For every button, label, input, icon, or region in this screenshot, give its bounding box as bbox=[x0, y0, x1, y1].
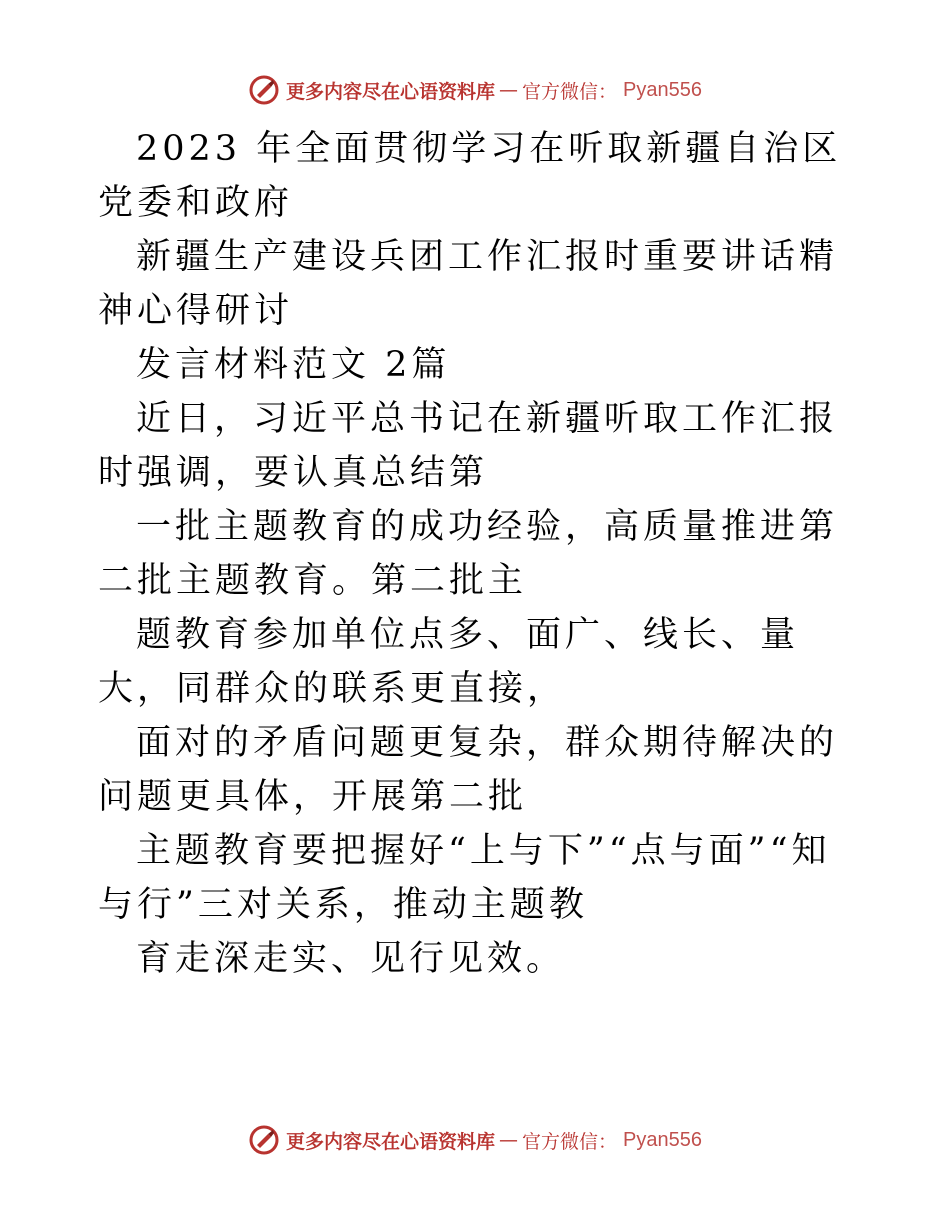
title-line-3: 发言材料范文 2篇 bbox=[136, 345, 451, 385]
document-body bbox=[98, 122, 858, 986]
title-line-1: 2023 年全面贯彻学习在听取新疆自治区党委和政府 bbox=[98, 129, 842, 223]
body-paragraph: 一批主题教育的成功经验，高质量推进第二批主题教育。第二批主 bbox=[98, 507, 839, 601]
watermark-main-text: 更多内容尽在心语资料库 bbox=[286, 1130, 496, 1153]
body-paragraph: 育走深走实、见行见效。 bbox=[136, 939, 566, 979]
watermark-main-text: 更多内容尽在心语资料库 bbox=[286, 80, 496, 103]
watermark-sub-text: 官方微信： bbox=[522, 1130, 618, 1153]
body-paragraph: 面对的矛盾问题更复杂，群众期待解决的问题更具体，开展第二批 bbox=[98, 723, 839, 817]
body-paragraph: 题教育参加单位点多、面广、线长、量大，同群众的联系更直接， bbox=[98, 615, 800, 709]
watermark-separator: — bbox=[499, 1129, 519, 1151]
brand-logo-icon bbox=[248, 74, 280, 106]
watermark-wechat-id: Pyan556 bbox=[623, 1128, 702, 1151]
title-line-2: 新疆生产建设兵团工作汇报时重要讲话精神心得研讨 bbox=[98, 237, 839, 331]
body-paragraph: 主题教育要把握好“上与下”“点与面”“知与行”三对关系，推动主题教 bbox=[98, 831, 831, 925]
body-paragraph: 近日，习近平总书记在新疆听取工作汇报时强调，要认真总结第 bbox=[98, 399, 839, 493]
watermark-wechat-id: Pyan556 bbox=[623, 78, 702, 101]
brand-logo-icon bbox=[248, 1124, 280, 1156]
watermark-separator: — bbox=[499, 79, 519, 101]
watermark-sub-text: 官方微信： bbox=[522, 80, 618, 103]
watermark-header bbox=[0, 70, 950, 110]
watermark-footer bbox=[0, 1120, 950, 1160]
